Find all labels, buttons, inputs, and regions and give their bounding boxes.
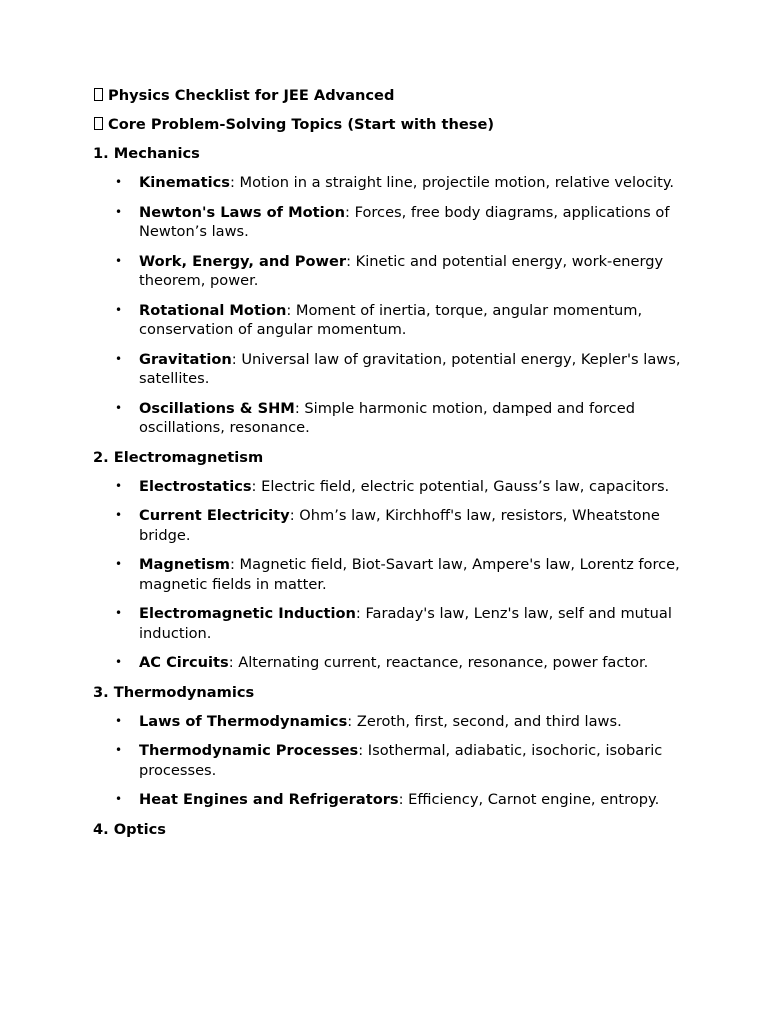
list-item [93,555,693,594]
bullet-icon: • [115,400,123,415]
topic-term: AC Circuits [139,654,229,671]
list-item [93,653,693,673]
list-item [93,252,693,291]
topic-description: : Electric field, electric potential, Gauss’s law, capacitors. [251,477,670,495]
topic-term: Rotational Motion [139,301,287,319]
bullet-icon: • [115,351,123,366]
topic-description: : Ohm’s law, Kirchhoff's law, resistors, Wheatstone bridge. [139,507,660,544]
topic-description: : Alternating current, reactance, resonance, power factor. [228,654,649,671]
topic-term: Newton's Laws of Motion [139,203,346,221]
topic-term: Electromagnetic Induction [139,605,356,622]
list-item [93,604,693,643]
topic-term: Oscillations & SHM [139,399,295,417]
topic-term: Gravitation [139,350,232,368]
topic-description: : Simple harmonic motion, damped and forced oscillations, resonance. [139,399,635,436]
topic-term: Heat Engines and Refrigerators [139,791,399,808]
list-item [93,203,693,242]
document-title [93,86,693,106]
topic-description: : Kinetic and potential energy, work-energy theorem, power. [139,252,664,289]
list-item [93,712,693,732]
topic-list [93,477,693,673]
document-page [93,86,693,849]
list-item [93,173,693,193]
list-item [93,790,693,810]
list-item [93,301,693,340]
topic-description: : Moment of inertia, torque, angular momentum, conservation of angular momentum. [139,301,643,338]
section-heading: 1. Mechanics [93,145,200,162]
list-item [93,741,693,780]
bullet-icon: • [115,508,123,522]
topic-description: : Faraday's law, Lenz's law, self and mutual induction. [139,605,672,642]
checkbox-glyph-icon [94,117,103,130]
topic-term: Electrostatics [139,477,252,495]
list-item [93,350,693,389]
section-heading: 2. Electromagnetism [93,448,264,466]
sections-container [93,144,693,840]
bullet-icon: • [115,302,123,317]
bullet-icon: • [115,204,123,219]
document-subtitle [93,115,693,135]
topic-list [93,712,693,810]
topic-description: : Universal law of gravitation, potential energy, Kepler's laws, satellites. [139,350,681,387]
bullet-icon: • [115,792,123,806]
section-heading: 4. Optics [93,820,166,838]
list-item [93,399,693,438]
bullet-icon: • [115,175,123,189]
bullet-icon: • [115,557,123,571]
document-title-text: Physics Checklist for JEE Advanced [108,87,395,104]
topic-term: Magnetism [139,556,230,573]
list-item [93,477,693,497]
topic-term: Thermodynamic Processes [139,742,359,759]
bullet-icon: • [115,655,123,669]
section-heading: 3. Thermodynamics [93,683,255,701]
topic-term: Current Electricity [139,507,290,524]
topic-description: : Zeroth, first, second, and third laws. [347,712,622,730]
bullet-icon: • [115,606,123,620]
bullet-icon: • [115,478,123,493]
topic-description: : Motion in a straight line, projectile motion, relative velocity. [229,174,675,191]
topic-term: Kinematics [139,174,230,191]
topic-description: : Forces, free body diagrams, applications of Newton’s laws. [139,203,670,240]
topic-description: : Efficiency, Carnot engine, entropy. [398,791,660,808]
topic-term: Laws of Thermodynamics [139,712,348,730]
list-item [93,506,693,545]
bullet-icon: • [115,253,123,268]
topic-description: : Isothermal, adiabatic, isochoric, isobaric processes. [139,742,663,779]
topic-list [93,173,693,438]
bullet-icon: • [115,743,123,757]
topic-description: : Magnetic field, Biot-Savart law, Ampere's law, Lorentz force, magnetic fields in matter. [139,556,680,593]
topic-term: Work, Energy, and Power [139,252,347,270]
bullet-icon: • [115,713,123,728]
document-subtitle-text: Core Problem-Solving Topics (Start with these) [108,116,495,133]
checkbox-glyph-icon [94,88,103,101]
